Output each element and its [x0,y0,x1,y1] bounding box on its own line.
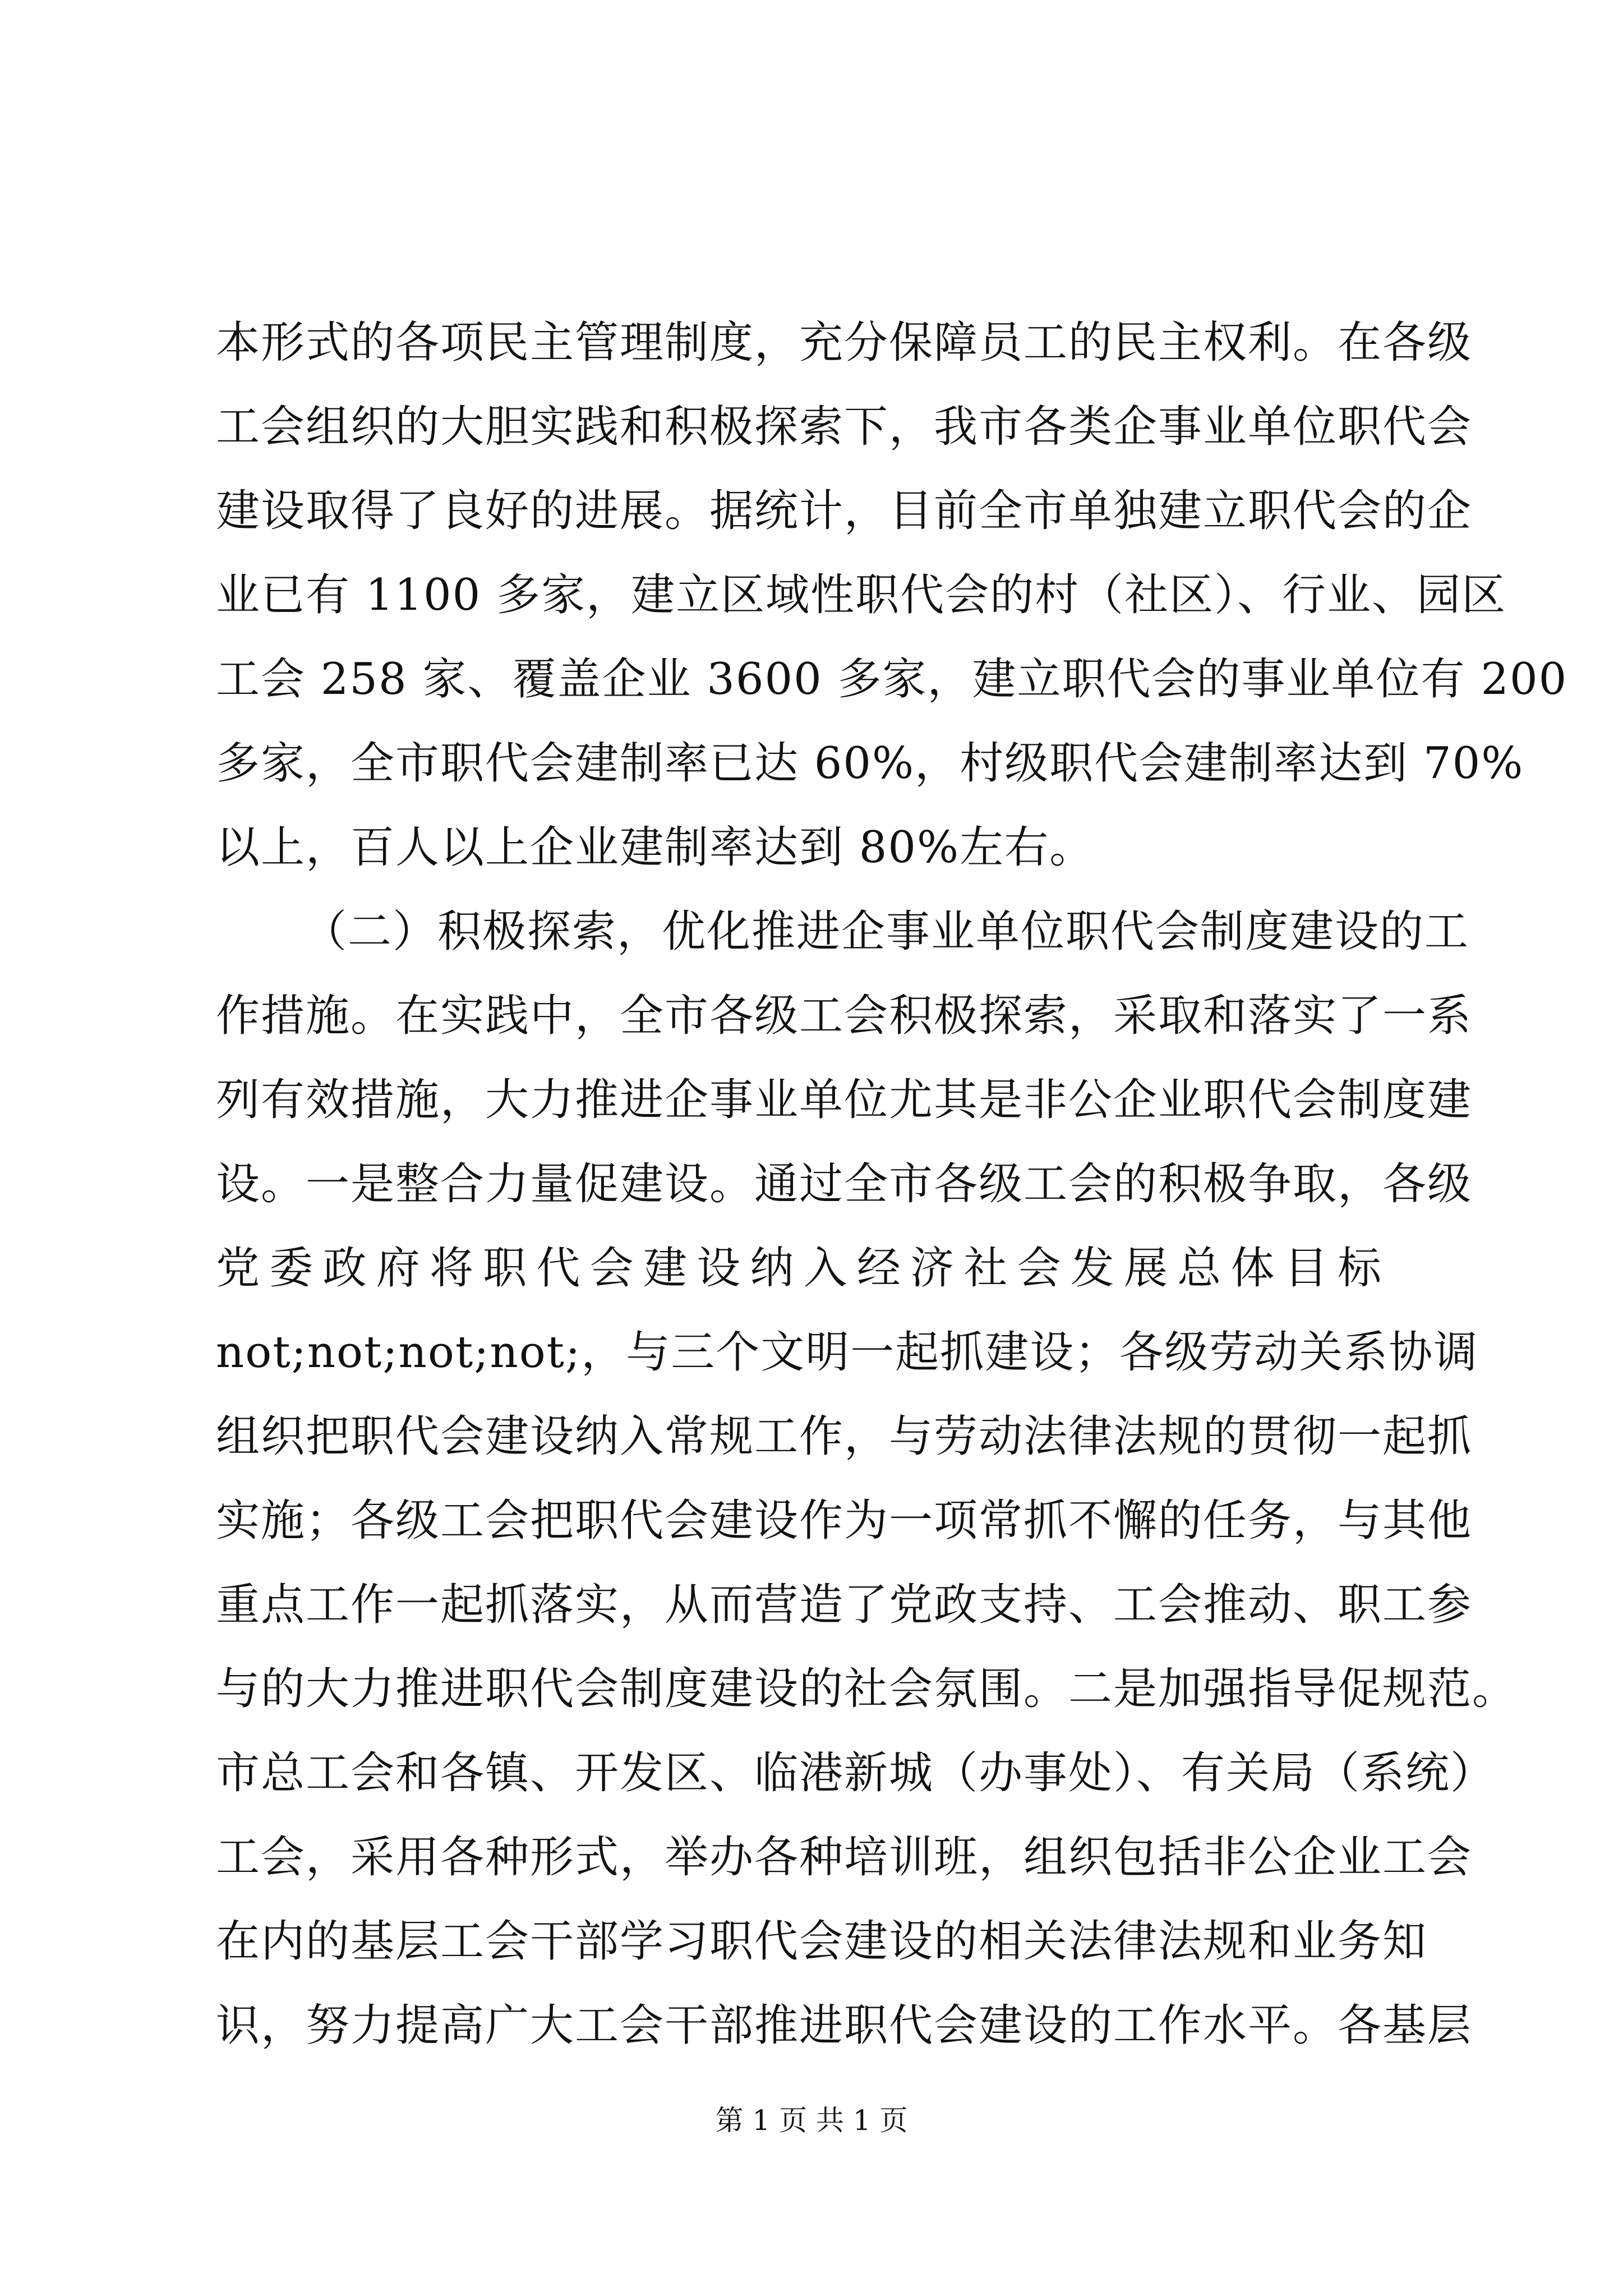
text-line-1: 本形式的各项民主管理制度，充分保障员工的民主权利。在各级 [216,318,1473,368]
text-line-10: 列有效措施，大力推进企事业单位尤其是非公企业职代会制度建 [216,1075,1473,1125]
text-line-3: 建设取得了良好的进展。据统计，目前全市单独建立职代会的企 [216,486,1473,536]
text-line-15: 实施；各级工会把职代会建设作为一项常抓不懈的任务，与其他 [216,1496,1473,1546]
text-line-21: 识，努力提高广大工会干部推进职代会建设的工作水平。各基层 [216,2000,1473,2051]
text-line-9: 作措施。在实践中，全市各级工会积极探索，采取和落实了一系 [216,991,1473,1041]
text-line-7: 以上，百人以上企业建制率达到 80%左右。 [216,822,1095,873]
text-line-18: 市总工会和各镇、开发区、临港新城（办事处）、有关局（系统） [216,1748,1496,1798]
text-line-6: 多家，全市职代会建制率已达 60%，村级职代会建制率达到 70% [216,738,1524,789]
text-line-17: 与的大力推进职代会制度建设的社会氛围。二是加强指导促规范。 [216,1664,1518,1714]
text-line-14: 组织把职代会建设纳入常规工作，与劳动法律法规的贯彻一起抓 [216,1411,1473,1462]
paragraph-heading-line: （二）积极探索，优化推进企事业单位职代会制度建设的工 [303,907,1470,957]
text-line-4: 业已有 1100 多家，建立区域性职代会的村（社区）、行业、园区 [216,570,1507,620]
text-line-20: 在内的基层工会干部学习职代会建设的相关法律法规和业务知 [216,1916,1428,1967]
text-line-13: not;not;not;not;，与三个文明一起抓建设；各级劳动关系协调 [216,1327,1479,1378]
text-line-5: 工会 258 家、覆盖企业 3600 多家，建立职代会的事业单位有 200 [216,654,1568,705]
text-line-16: 重点工作一起抓落实，从而营造了党政支持、工会推动、职工参 [216,1580,1473,1630]
page-footer: 第 1 页 共 1 页 [715,2104,908,2137]
text-line-11: 设。一是整合力量促建设。通过全市各级工会的积极争取，各级 [216,1159,1473,1209]
text-line-12: 党委政府将职代会建设纳入经济社会发展总体目标 [216,1243,1382,1294]
text-line-2: 工会组织的大胆实践和积极探索下，我市各类企事业单位职代会 [216,402,1473,452]
text-line-19: 工会，采用各种形式，举办各种培训班，组织包括非公企业工会 [216,1832,1473,1883]
